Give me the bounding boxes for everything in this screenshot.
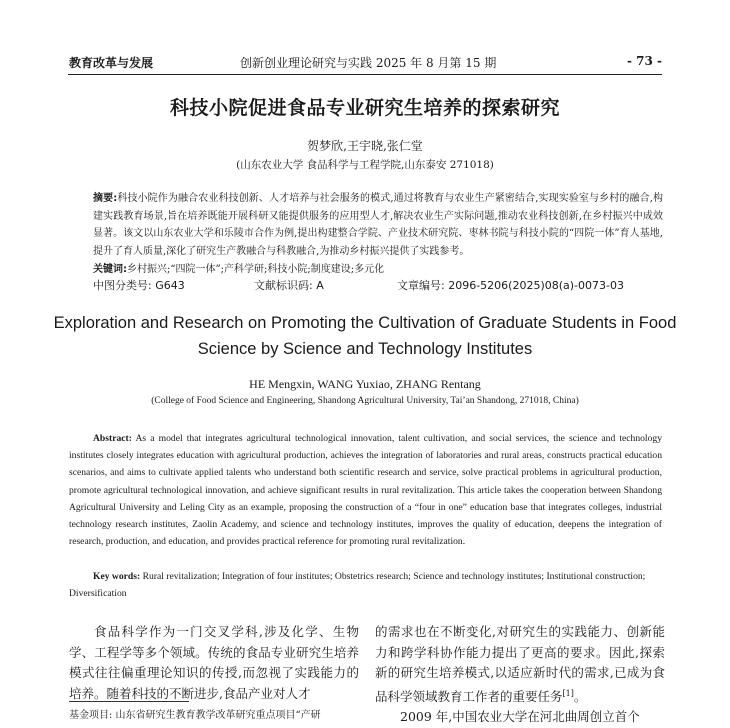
clc-number: 中图分类号: G643 — [93, 279, 185, 292]
document-code: 文献标识码: A — [254, 279, 324, 292]
running-header-journal: 创新创业理论研究与实践 2025 年 8 月第 15 期 — [240, 56, 497, 70]
english-keywords — [69, 568, 662, 602]
chinese-keywords-text: 乡村振兴;“四院一体”;产科学研;科技小院;制度建设;多元化 — [127, 264, 385, 275]
english-authors: HE Mengxin, WANG Yuxiao, ZHANG Rentang — [249, 377, 481, 391]
english-keywords-label: Key words: — [93, 571, 141, 582]
chinese-abstract-label: 摘要: — [93, 193, 118, 204]
citation-ref: [1] — [562, 688, 574, 698]
body-right-column — [375, 622, 665, 728]
footnote-rule — [69, 701, 189, 702]
chinese-abstract — [93, 190, 663, 260]
chinese-abstract-text: 科技小院作为融合农业科技创新、人才培养与社会服务的模式,通过将教育与农业生产紧密结合,实现实验室与乡村的融合,构建实践教育场景,旨在培养既能开展科研又能提供服务的应用型人才,解决农业生产实际问题,推动农业科技创新,在乡村振兴中成效显著。该文以山东农业大学和乐陵市合作为例,提出构建整合学院、产业技术研究院、枣林书院与科技小院的“四院一体”育人基地,提升了育人质量,深化了研究生产教融合与科教融合,为推动乡村振兴提供了实践参考。 — [93, 193, 664, 257]
english-abstract — [69, 430, 662, 550]
english-abstract-label: Abstract: — [93, 433, 132, 444]
chinese-keywords-label: 关键词: — [93, 264, 127, 275]
english-keywords-text: Rural revitalization; Integration of four institutes; Obstetrics research; Science and technology institutes; Institutional construction; Diversification — [69, 571, 646, 600]
body-left-column: 食品科学作为一门交叉学科,涉及化学、生物学、工程学等多个领域。传统的食品专业研究生培养模式往往偏重理论知识的传授,而忽视了实践能力的培养。随着科技的不断进步,食品产业对人才 — [69, 624, 359, 701]
english-abstract-text: As a model that integrates agricultural technological innovation, talent cultivation, and social services, the science and technology institutes closely integrates education with agricultural production, achieves the integration of laboratories and rural areas, constructs practical education scenarios, and aims to cultivate applied talents who understand both scientific research and service, solve practical problems in agricultural production, promote agricultural technological innovation, and achieve significant results in rural revitalization. This article takes the cooperation between Shandong Agricultural University and Leling City as an example, proposing the construction of a “four in one” education base that integrates colleges, industrial technology research institutes, Zaolin Academy, and science and technology institutes, improves the quality of education, deepens the integration of research, production, and education, and provides practical reference for promoting rural revitalization. — [69, 433, 662, 548]
english-affiliation: (College of Food Science and Engineering, Shandong Agricultural University, Tai’an Shandong, 271018, China) — [151, 396, 579, 406]
body-right-paragraph-end: 。 — [573, 688, 587, 704]
header-rule — [68, 74, 662, 75]
chinese-affiliation: (山东农业大学 食品科学与工程学院,山东泰安 271018) — [236, 159, 494, 171]
article-number: 文章编号: 2096-5206(2025)08(a)-0073-03 — [397, 279, 624, 292]
english-title: Exploration and Research on Promoting the Cultivation of Graduate Students in Food Science by Science and Technology Institutes — [53, 314, 677, 358]
body-right-paragraph-2: 2009 年,中国农业大学在河北曲周创立首个 — [400, 709, 640, 725]
fund-footnote: 基金项目: 山东省研究生教育教学改革研究重点项目“产研 — [69, 710, 321, 721]
page-number: - 73 - — [626, 54, 662, 68]
body-right-paragraph: 的需求也在不断变化,对研究生的实践能力、创新能力和跨学科协作能力提出了更高的要求。因此,探索新的研究生培养模式,以适应新时代的需求,已成为食品科学领域教育工作者的重要任务 — [375, 624, 665, 704]
chinese-title: 科技小院促进食品专业研究生培养的探索研究 — [169, 97, 560, 119]
running-header-section: 教育改革与发展 — [69, 56, 154, 70]
chinese-keywords — [93, 260, 663, 275]
chinese-authors: 贺梦欣,王宇晓,张仁堂 — [307, 139, 423, 153]
